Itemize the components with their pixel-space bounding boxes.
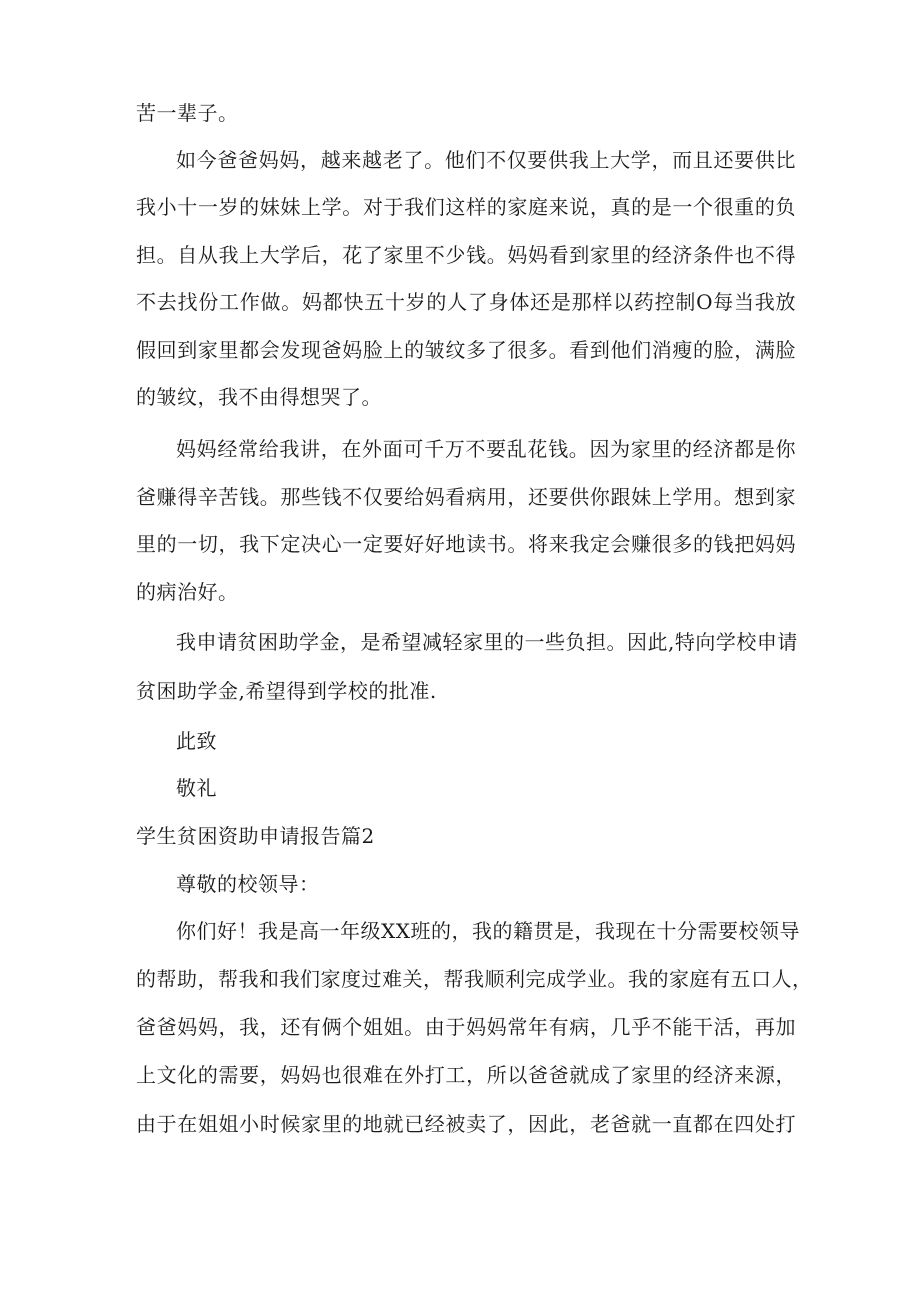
closing-line: 此致 [176,729,217,753]
text-line: 苦一辈子。 [136,101,239,125]
text-line: 的病治好。 [136,580,239,604]
text-line: 里的一切，我下定决心一定要好好地读书。将来我定会赚很多的钱把妈妈 [136,532,796,556]
text-line: 的帮助，帮我和我们家度过难关，帮我顺利完成学业。我的家庭有五口人， [136,967,813,991]
text-line: 妈妈经常给我讲，在外面可千万不要乱花钱。因为家里的经济都是你 [176,437,796,461]
section-heading: 学生贫困资助申请报告篇2 [136,824,375,848]
salutation: 尊敬的校领导： [176,872,320,896]
text-line: 不去找份工作做。妈都快五十岁的人了身体还是那样以药控制O每当我放 [136,290,796,314]
text-line: 如今爸爸妈妈，越来越老了。他们不仅要供我上大学，而且还要供比 [176,148,796,172]
text-line: 上文化的需要，妈妈也很难在外打工，所以爸爸就成了家里的经济来源， [136,1063,796,1087]
text-line: 爸爸妈妈，我，还有俩个姐姐。由于妈妈常年有病，几乎不能干活，再加 [136,1015,796,1039]
text-line: 你们好！我是高一年级XX班的，我的籍贯是，我现在十分需要校领导 [176,919,800,943]
text-line: 我申请贫困助学金，是希望减轻家里的一些负担。因此,特向学校申请 [176,630,798,654]
text-line: 的皱纹，我不由得想哭了。 [136,385,382,409]
text-line: 假回到家里都会发现爸妈脸上的皱纹多了很多。看到他们消瘦的脸，满脸 [136,338,796,362]
closing-line: 敬礼 [176,776,217,800]
text-line: 我小十一岁的妹妹上学。对于我们这样的家庭来说，真的是一个很重的负 [136,195,796,219]
text-line: 担。自从我上大学后，花了家里不少钱。妈妈看到家里的经济条件也不得 [136,243,796,267]
text-line: 爸赚得辛苦钱。那些钱不仅要给妈看病用，还要供你跟妹上学用。想到家 [136,485,796,509]
text-line: 贫困助学金,希望得到学校的批准. [136,679,437,703]
text-line: 由于在姐姐小时候家里的地就已经被卖了，因此，老爸就一直都在四处打 [136,1112,796,1136]
